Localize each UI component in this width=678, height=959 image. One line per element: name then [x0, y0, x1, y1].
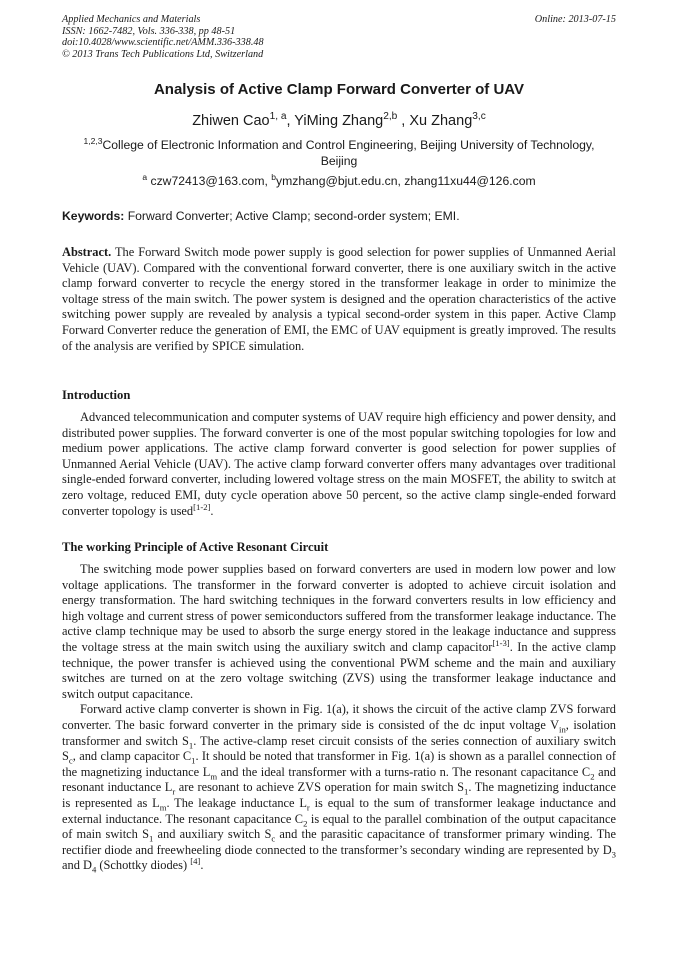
- subscript: in: [559, 724, 566, 735]
- copyright-line: © 2013 Trans Tech Publications Ltd, Switzerland: [62, 48, 264, 60]
- author-name: Xu Zhang: [409, 113, 473, 129]
- p2-text: and the parasitic capacitance of transformer primary winding. The rectifier diode and freewheeling diode connected to the transformer’s secondary winding are represented by D: [62, 827, 616, 857]
- keywords: [62, 209, 616, 223]
- subscript: r: [306, 802, 310, 813]
- email: czw72413@163.com,: [150, 174, 268, 188]
- affil-line: Beijing: [320, 154, 358, 168]
- online-date: Online: 2013-07-15: [534, 14, 616, 25]
- p2-text: . The active-clamp reset circuit consists of the series connection of auxiliary switch S: [62, 733, 616, 764]
- p2-text: . The leakage inductance L: [166, 795, 307, 810]
- author-affil-sup: 3,c: [472, 111, 486, 123]
- author-affil-sup: 1, a: [269, 111, 287, 123]
- p2-text: is equal to the sum of transformer leakage inductance and external inductance. The resonant capacitance C: [62, 795, 616, 826]
- intro-text: Advanced telecommunication and computer systems of UAV require high efficiency and power density, and distributed power supplies. The forward converter is one of the most popular switching topologies for low and medium power applications. The active clamp forward converter is good selection for power supplies of Unmanned Aerial Vehicle (UAV). The active clamp forward converter offers many advantages over traditional single-ended forward converter, including lowered voltage stress on the main MOSFET, the ability to switch at zero voltage, reduced EMI, duty cycle operation above 50 percent, so the active clamp single-ended forward converter topology is used: [62, 410, 616, 518]
- subscript: 3: [611, 849, 616, 860]
- subscript: 2: [303, 817, 308, 828]
- introduction-body: [62, 410, 616, 519]
- subscript: m: [210, 771, 218, 782]
- citation: [1-3]: [492, 637, 510, 648]
- subscript: 1: [463, 786, 469, 797]
- keywords-text: Forward Converter; Active Clamp; second-order system; EMI.: [127, 209, 460, 223]
- citation: [4]: [190, 856, 201, 867]
- intro-end: .: [210, 503, 214, 518]
- p2-text: Forward active clamp converter is shown in Fig. 1(a), it shows the circuit of the active clamp ZVS forward converter. The basic forward converter in the primary side is consisted of the dc input voltage V: [62, 702, 616, 732]
- principle-p1-cont: . In the active clamp technique, the power transfer is achieved using the conventional PWM scheme and the main and auxiliary switches are turned on at the zero voltage switching (ZVS) using the transformer leakage inductance and switch output capacitance.: [62, 639, 616, 701]
- p2-text: . The magnetizing inductance is represented as L: [62, 780, 617, 810]
- principle-p1: The switching mode power supplies based on forward converters are used in modern low power and low voltage applications. The transformer in the forward converter is adopted to achieve circuit isolation and energy transformation. The hard switching techniques in the forward converters results in low efficiency and high voltage and current stress of power semiconductors suffered from the transformer leakage inductance. The active clamp technique may be used to absorb the surge energy stored in the leakage inductance and suppress the voltage stress at the main switch using the auxiliary switch and clamp capacitor: [62, 562, 616, 654]
- principle-p2: [62, 702, 616, 874]
- p2-text: is equal to the parallel combination of the output capacitance of main switch S: [62, 811, 616, 842]
- author-name: YiMing Zhang: [294, 113, 384, 129]
- affiliation: [62, 137, 616, 169]
- p2-text: , and clamp capacitor C: [72, 749, 192, 764]
- p2-text: and D: [62, 858, 92, 873]
- subscript: c: [68, 755, 73, 766]
- section-heading-introduction: Introduction: [62, 388, 131, 402]
- abstract-label: Abstract.: [62, 245, 112, 259]
- p2-text: and resonant inductance L: [62, 764, 616, 795]
- email: zhang11xu44@126.com: [404, 174, 536, 188]
- email: ymzhang@bjut.edu.cn,: [276, 174, 401, 188]
- author-name: Zhiwen Cao: [192, 113, 270, 129]
- subscript: 4: [91, 864, 97, 875]
- subscript: c: [271, 833, 276, 844]
- subscript: r: [172, 786, 176, 797]
- principle-body: [62, 562, 616, 874]
- journal-header: [62, 14, 616, 60]
- section-heading-principle: The working Principle of Active Resonant Circuit: [62, 540, 329, 554]
- p2-text: are resonant to achieve ZVS operation for main switch S: [175, 780, 464, 795]
- subscript: m: [159, 802, 167, 813]
- email-sup: b: [271, 171, 277, 182]
- p2-text: . It should be noted that transformer in Fig. 1(a) is shown as a parallel connection of the magnetizing inductance L: [62, 749, 616, 779]
- p2-text: (Schottky diodes): [96, 858, 191, 873]
- author-list: Zhiwen Cao$^{1, a}$, YiMing Zhang$^{2,b}$ , Xu Zhang$^{3,c}$: [192, 111, 486, 129]
- p2-text: and auxiliary switch S: [153, 827, 272, 842]
- subscript: 2: [590, 771, 595, 782]
- abstract: [62, 245, 616, 354]
- journal-name: Applied Mechanics and Materials: [62, 14, 201, 25]
- keywords-label: Keywords:: [62, 209, 125, 223]
- author-affil-sup: 2,b: [383, 111, 398, 123]
- email-list: [62, 171, 616, 188]
- doi-line: doi:10.4028/www.scientific.net/AMM.336-338.48: [62, 37, 264, 49]
- p2-text: , isolation transformer and switch S: [62, 717, 617, 748]
- issn-line: ISSN: 1662-7482, Vols. 336-338, pp 48-51: [62, 25, 236, 37]
- abstract-text: The Forward Switch mode power supply is good selection for power supplies of Unmanned Aerial Vehicle (UAV). Compared with the conventional forward converter, there is one auxiliary switch in the active clamp forward converter to recycle the energy stored in the transformer leakage in order to minimize the voltage stress of the main switch. The power system is designed and the operation characteristics of the active switching power supply are revealed by analysis a typical second-order system in this paper. Active Clamp Forward Converter reduce the generation of EMI, the EMC of UAV equipment is greatly improved. The results of the analysis are verified by SPICE simulation.: [62, 245, 616, 353]
- citation: [1-2]: [193, 501, 211, 512]
- affil-line: College of Electronic Information and Control Engineering, Beijing University of Technology,: [102, 138, 595, 152]
- p2-text: .: [200, 858, 204, 873]
- paper-title: Analysis of Active Clamp Forward Converter of UAV: [153, 81, 525, 98]
- affil-sup: 1,2,3: [83, 135, 103, 146]
- p2-text: and the ideal transformer with a turns-ratio n. The resonant capacitance C: [217, 764, 591, 779]
- subscript: 1: [188, 740, 194, 750]
- subscript: 1: [191, 755, 196, 766]
- subscript: 1: [148, 833, 154, 844]
- email-sup: a: [142, 171, 148, 182]
